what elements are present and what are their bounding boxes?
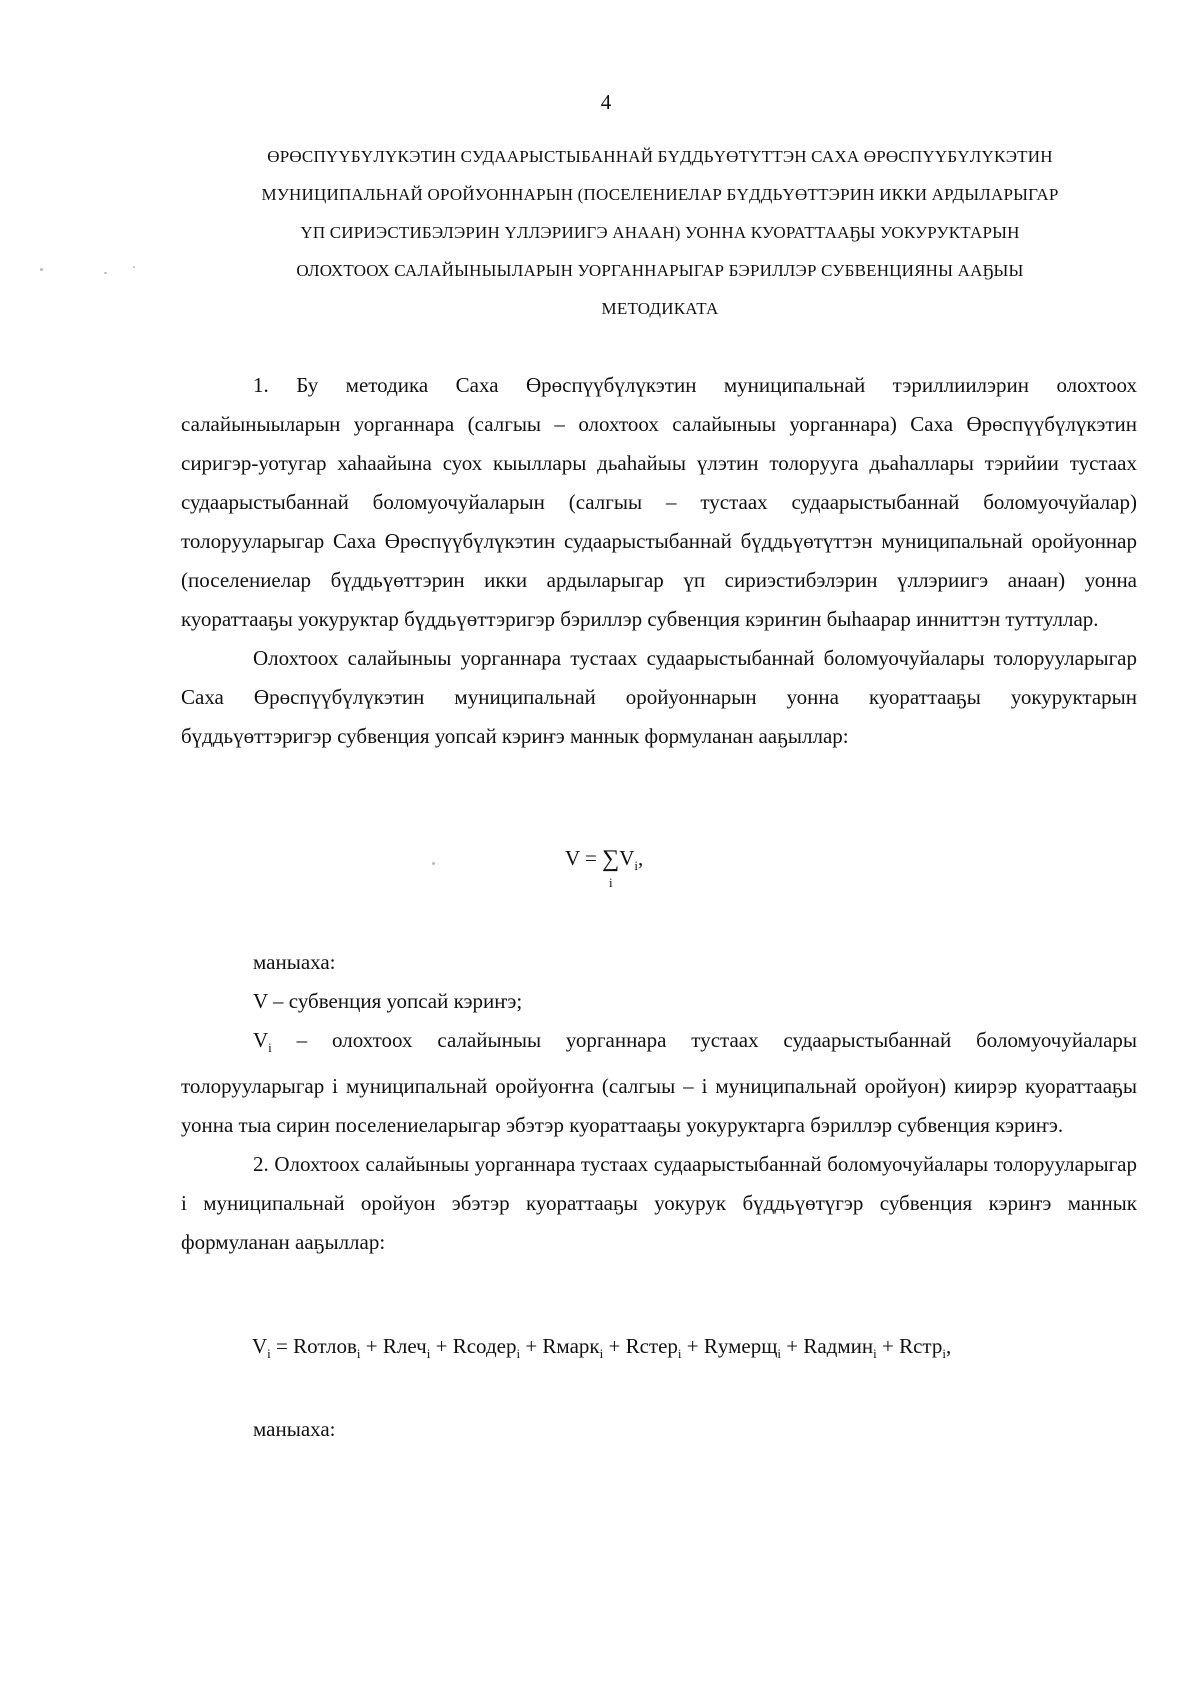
formula2-equals: = xyxy=(270,1334,294,1358)
formula-term-sub: i xyxy=(634,858,639,874)
formula2-plus: + xyxy=(603,1334,626,1358)
scan-speck xyxy=(133,266,135,268)
formula2-term: Rстр xyxy=(899,1334,943,1358)
scan-speck xyxy=(40,268,43,271)
formula-term: V xyxy=(619,846,635,870)
formula2-term-sub: i xyxy=(777,1346,782,1362)
definition-v: V – субвенция уопсай кэриҥэ; xyxy=(253,989,523,1013)
formula-municipal-subvention xyxy=(252,1334,951,1362)
scan-speck xyxy=(432,862,435,865)
title-line: МУНИЦИПАЛЬНАЙ ОРОЙУОННАРЫН (ПОСЕЛЕНИЕЛАР БҮДДЬҮӨТТЭРИН ИККИ АРДЫЛАРЫГАР xyxy=(261,185,1059,204)
formula2-term-sub: i xyxy=(426,1346,431,1362)
formula2-plus: + xyxy=(781,1334,804,1358)
section-definitions xyxy=(181,943,1137,1262)
paragraph-2: Олохтоох салайыныы уорганнара тустаах судаарыстыбаннай боломуочуйалары толорууларыгар Саха Өрөспүүбүлүкэтин муниципальнай оройуоннарын уонна куораттааҕы уокуруктарын бүддьүөттэригэр субвенция уопсай кэриҥэ маннык формуланан ааҕыллар: xyxy=(181,646,1137,748)
document-title xyxy=(180,138,1140,328)
formula2-plus: + xyxy=(430,1334,453,1358)
definition-vi-text: – олохтоох салайыныы уорганнара тустаах судаарыстыбаннай боломуочуйалары толорууларыгар i муниципальнай оройуоҥҥа (салгыы – i муниципальнай оройуон) киирэр куораттааҕы уонна тыа сирин поселениеларыгар эбэтэр куораттааҕы уокуруктарга бэриллэр субвенция кэриҥэ. xyxy=(181,1028,1138,1138)
paragraph-3: 2. Олохтоох салайыныы уорганнара тустаах судаарыстыбаннай боломуочуйалары толорууларыгар i муниципальнай оройуон эбэтэр куораттааҕы уокурук бүддьүөтүгэр субвенция кэриҥэ маннык формуланан ааҕыллар: xyxy=(181,1152,1137,1255)
formula2-lhs: V xyxy=(252,1334,268,1358)
formula2-term-sub: i xyxy=(516,1346,521,1362)
formula2-plus: + xyxy=(876,1334,900,1358)
formula-total-subvention xyxy=(565,845,644,890)
formula2-term: Rлеч xyxy=(382,1334,427,1358)
formula2-term: Rотлов xyxy=(293,1334,357,1358)
title-line: ҮП СИРИЭСТИБЭЛЭРИН ҮЛЛЭРИИГЭ АНААН) УОННА КУОРАТТААҔЫ УОКУРУКТАРЫН xyxy=(300,223,1020,242)
formula2-plus: + xyxy=(520,1334,543,1358)
title-line: ОЛОХТООХ САЛАЙЫНЫЫЛАРЫН УОРГАННАРЫГАР БЭРИЛЛЭР СУБВЕНЦИЯНЫ ААҔЫЫ xyxy=(296,261,1024,280)
formula2-lhs-sub: i xyxy=(267,1346,271,1362)
formula2-term-sub: i xyxy=(677,1346,682,1362)
sum-index: i xyxy=(609,875,613,890)
formula2-plus: + xyxy=(360,1334,383,1358)
definition-vi xyxy=(181,1021,1137,1145)
sum-symbol: ∑ xyxy=(602,846,620,872)
section-1 xyxy=(181,366,1137,756)
where-label: маныаха: xyxy=(253,950,336,974)
formula2-term: Rадмин xyxy=(803,1334,874,1358)
formula2-term-sub: i xyxy=(356,1346,361,1362)
paragraph-1: 1. Бу методика Саха Өрөспүүбүлүкэтин муниципальнай тэриллиилэрин олохтоох салайыныыларын уорганнара (салгыы – олохтоох салайыныы уорганнара) Саха Өрөспүүбүлүкэтин сиригэр-уотугар хаһаайына суох кыыллары дьаһайыы үлэтин толоруугa дьаһаллары тэрийии тустаах судаарыстыбаннай боломуочуйаларын (салгыы – тустаах судаарыстыбаннай боломуочуйалар) толорууларыгар Саха Өрөспүүбүлүкэтин судаарыстыбаннай бүддьүөтүттэн муниципальнай оройуоннар (поселениелар бүддьүөттэрин икки ардыларыгар үп сириэстибэлэрин үллэриигэ анаан) уонна куораттааҕы уокуруктар бүддьүөттэригэр бэриллэр субвенция кэриҥин быһаарар инниттэн туттуллар. xyxy=(181,373,1137,631)
formula2-term: Rмарк xyxy=(542,1334,600,1358)
formula2-term: Rумерщ xyxy=(703,1334,778,1358)
formula-tail: , xyxy=(638,846,644,870)
title-line: ӨРӨСПҮҮБҮЛҮКЭТИН СУДААРЫСТЫБАННАЙ БҮДДЬҮӨТҮТТЭН САХА ӨРӨСПҮҮБҮЛҮКЭТИН xyxy=(267,147,1053,166)
formula-lhs: V = xyxy=(565,846,597,870)
definition-vi-symbol: V xyxy=(253,1028,269,1052)
formula2-term-sub: i xyxy=(942,1346,946,1362)
formula2-term: Rстер xyxy=(625,1334,678,1358)
formula2-plus: + xyxy=(681,1334,704,1358)
formula2-term-sub: i xyxy=(873,1346,877,1362)
title-line: МЕТОДИКАТА xyxy=(601,299,719,318)
formula2-term: Rсодер xyxy=(452,1334,517,1358)
page-number: 4 xyxy=(600,90,612,114)
section-where-2 xyxy=(181,1410,1137,1449)
definition-vi-sub: i xyxy=(268,1040,272,1056)
formula2-term-sub: i xyxy=(599,1346,604,1362)
formula2-tail: , xyxy=(946,1334,952,1358)
scan-speck xyxy=(104,272,107,274)
where-label-2: маныаха: xyxy=(253,1417,336,1441)
